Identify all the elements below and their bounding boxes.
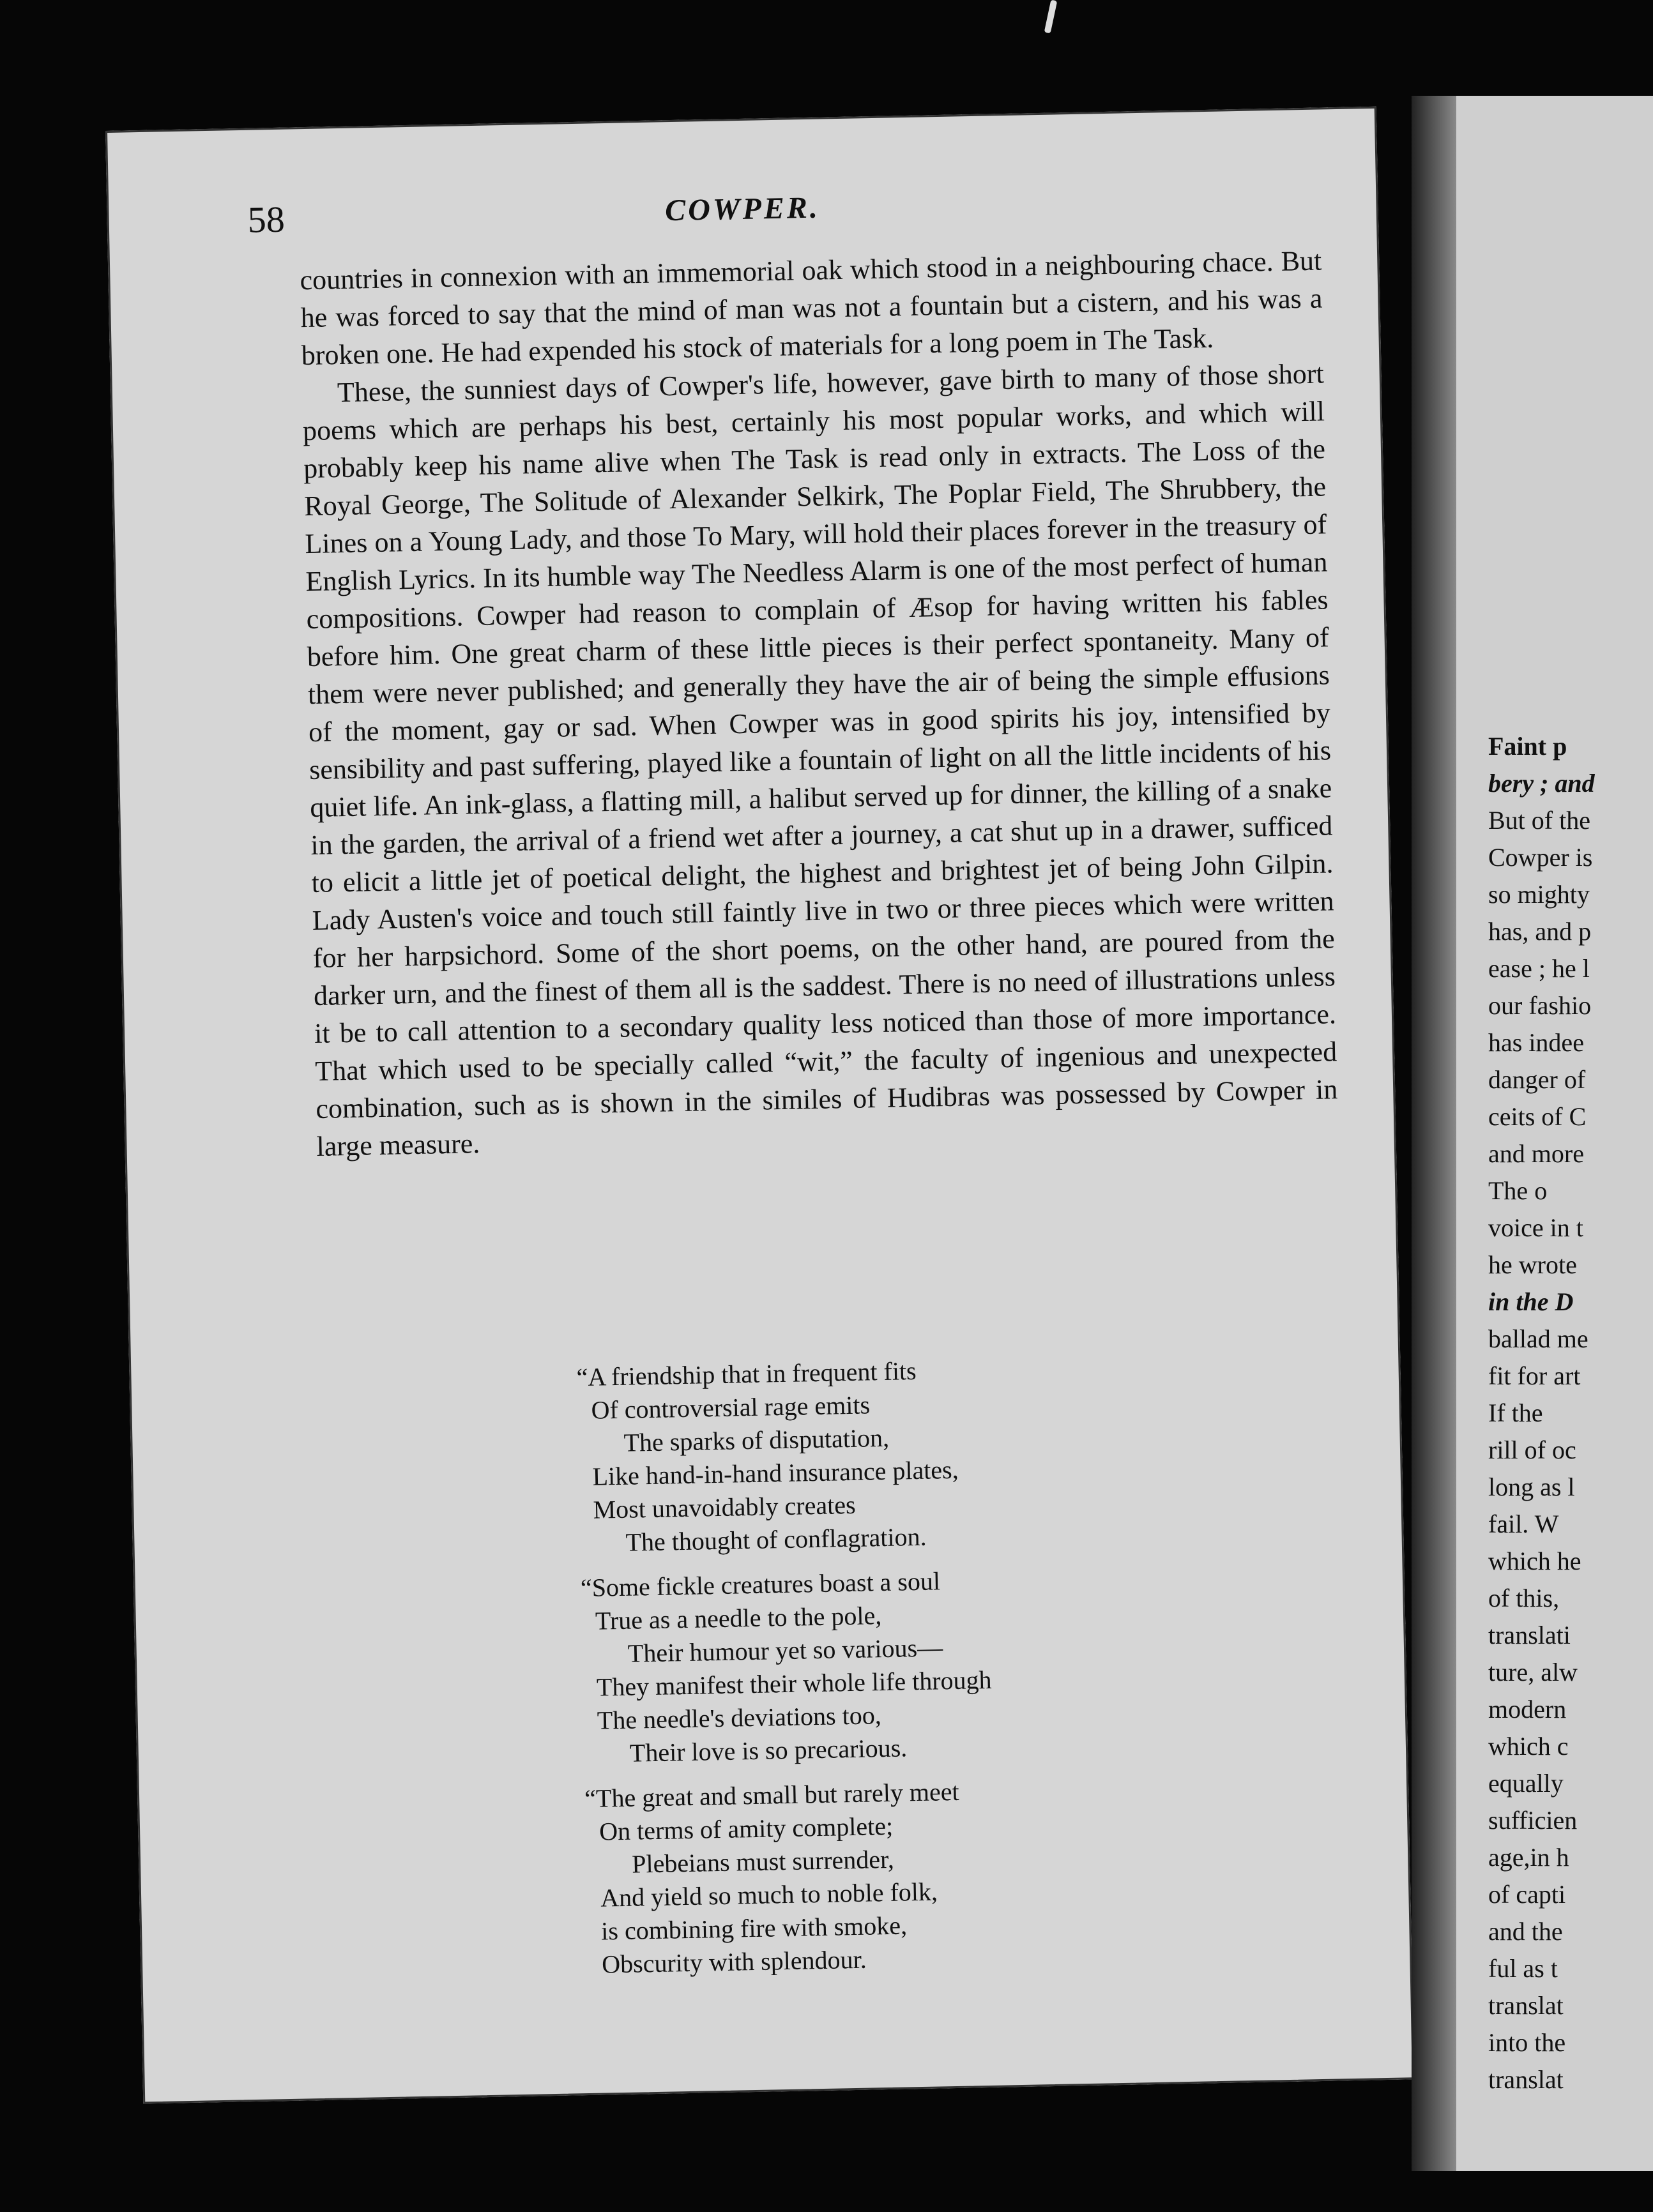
verse-line: Most unavoidably creates	[593, 1490, 856, 1524]
facing-line: Cowper is	[1488, 843, 1593, 872]
facing-page-text	[1488, 728, 1653, 2098]
facing-line: ceits of C	[1488, 1102, 1587, 1131]
verse-line: is combining fire with smoke,	[600, 1911, 908, 1946]
facing-page	[1412, 96, 1653, 2171]
verse-line: Of controversial rage emits	[591, 1390, 871, 1425]
facing-line: equally	[1488, 1769, 1564, 1798]
facing-line: and more	[1488, 1139, 1584, 1168]
facing-line: long as l	[1488, 1473, 1575, 1501]
facing-line: ful as t	[1488, 1954, 1558, 1983]
verse-line: Plebeians must surrender,	[631, 1844, 895, 1879]
facing-line: voice in t	[1488, 1213, 1583, 1242]
facing-line: danger of	[1488, 1065, 1586, 1094]
facing-line: Faint p	[1488, 732, 1567, 761]
facing-line: into the	[1488, 2028, 1566, 2057]
facing-line: But of the	[1488, 806, 1590, 835]
verse-line: On terms of amity complete;	[598, 1811, 894, 1846]
verse-line: And yield so much to noble folk,	[600, 1877, 938, 1913]
facing-line: of capti	[1488, 1880, 1566, 1909]
page-header	[107, 177, 1378, 252]
verse-line: Their love is so precarious.	[629, 1733, 908, 1768]
verse-1	[576, 1349, 1219, 1560]
verse-line: Obscurity with splendour.	[601, 1944, 867, 1979]
facing-line: which he	[1488, 1547, 1581, 1575]
verse-line: “Some fickle creatures boast a soul	[580, 1566, 941, 1603]
verse-line: “The great and small but rarely meet	[584, 1776, 960, 1814]
facing-line: of this,	[1488, 1584, 1560, 1612]
facing-line: The o	[1488, 1176, 1548, 1205]
facing-line: fail. W	[1488, 1510, 1559, 1538]
verse-line: The thought of conflagration.	[625, 1522, 927, 1557]
facing-line: and the	[1488, 1917, 1563, 1946]
paragraph-2: These, the sunniest days of Cowper's life, however, gave birth to many of those short poems which are perhaps his best, certainly his most popular works, and which will probably keep his name alive when The Task is read only in extracts. The Loss of the Royal George, The Solitude of Alexander Selkirk, The Poplar Field, The Shrubbery, the Lines on a Young Lady, and those To Mary, will hold their places forever in the treasury of English Lyrics. In its humble way The Needless Alarm is one of the most perfect of human compositions. Cowper had reason to complain of Æsop for having written his fables before him. One great charm of these little pieces is their perfect spontaneity. Many of them were never published; and generally they have the air of being the simple effusions of the moment, gay or sad. When Cowper was in good spirits his joy, intensified by sensibility and past suffering, played like a fountain of light on all the little incidents of his quiet life. An ink-glass, a flatting mill, a halibut served up for dinner, the killing of a snake in the garden, the arrival of a friend wet after a journey, a cat shut up in a drawer, sufficed to elicit a little jet of poetical delight, the highest and brightest jet of being John Gilpin. Lady Austen's voice and touch still faintly live in two or three pieces which were written for her harpsichord. Some of the short poems, on the other hand, are poured from the darker urn, and the finest of them all is the saddest. There is no need of illustrations unless it be to call attention to a secondary quality less noticed than those of more importance. That which used to be specially called “wit,” the faculty of ingenious and unexpected combination, such as is shown in the similes of Hudibras was possessed by Cowper in large measure.	[302, 358, 1338, 1162]
facing-line: in the D	[1488, 1287, 1574, 1316]
facing-line: translat	[1488, 1991, 1564, 2020]
facing-line: modern	[1488, 1695, 1567, 1723]
facing-line: our fashio	[1488, 991, 1592, 1020]
facing-line: translati	[1488, 1621, 1571, 1649]
verse-line: “A friendship that in frequent fits	[576, 1356, 917, 1392]
facing-line: ease ; he l	[1488, 954, 1590, 983]
facing-line: has indee	[1488, 1028, 1584, 1057]
facing-line: sufficien	[1488, 1806, 1578, 1835]
facing-line: which c	[1488, 1732, 1569, 1761]
facing-line: age,in h	[1488, 1843, 1569, 1872]
verse-line: The sparks of disputation,	[623, 1423, 890, 1457]
facing-line: translat	[1488, 2065, 1564, 2094]
verse-3	[584, 1770, 1227, 1981]
facing-line: has, and p	[1488, 917, 1592, 946]
paragraph-1: countries in connexion with an immemorial oak which stood in a neighbouring chace. But he was forced to say that the mind of man was not a fountain but a cistern, and his was a broken one. He had expended his stock of materials for a long poem in The Task.	[300, 245, 1323, 372]
running-head: COWPER.	[664, 190, 821, 228]
left-page	[105, 107, 1414, 2104]
verse-line: The needle's deviations too,	[597, 1701, 882, 1735]
verse-line: They manifest their whole life through	[596, 1665, 992, 1702]
facing-line: so mighty	[1488, 880, 1590, 909]
page-gutter	[1412, 96, 1456, 2171]
verse-2	[580, 1559, 1223, 1771]
facing-line: fit for art	[1488, 1361, 1581, 1390]
verse-line: Their humour yet so various—	[627, 1633, 943, 1668]
facing-line: ture, alw	[1488, 1658, 1578, 1686]
facing-line: rill of oc	[1488, 1436, 1576, 1464]
facing-line: If the	[1488, 1398, 1543, 1427]
facing-line: he wrote	[1488, 1250, 1577, 1279]
facing-line: ballad me	[1488, 1324, 1588, 1353]
verse-line: Like hand-in-hand insurance plates,	[592, 1455, 959, 1491]
page-number: 58	[247, 198, 286, 241]
body-text	[300, 241, 1339, 1165]
facing-line: bery ; and	[1488, 769, 1595, 798]
verse-line: True as a needle to the pole,	[595, 1601, 882, 1635]
